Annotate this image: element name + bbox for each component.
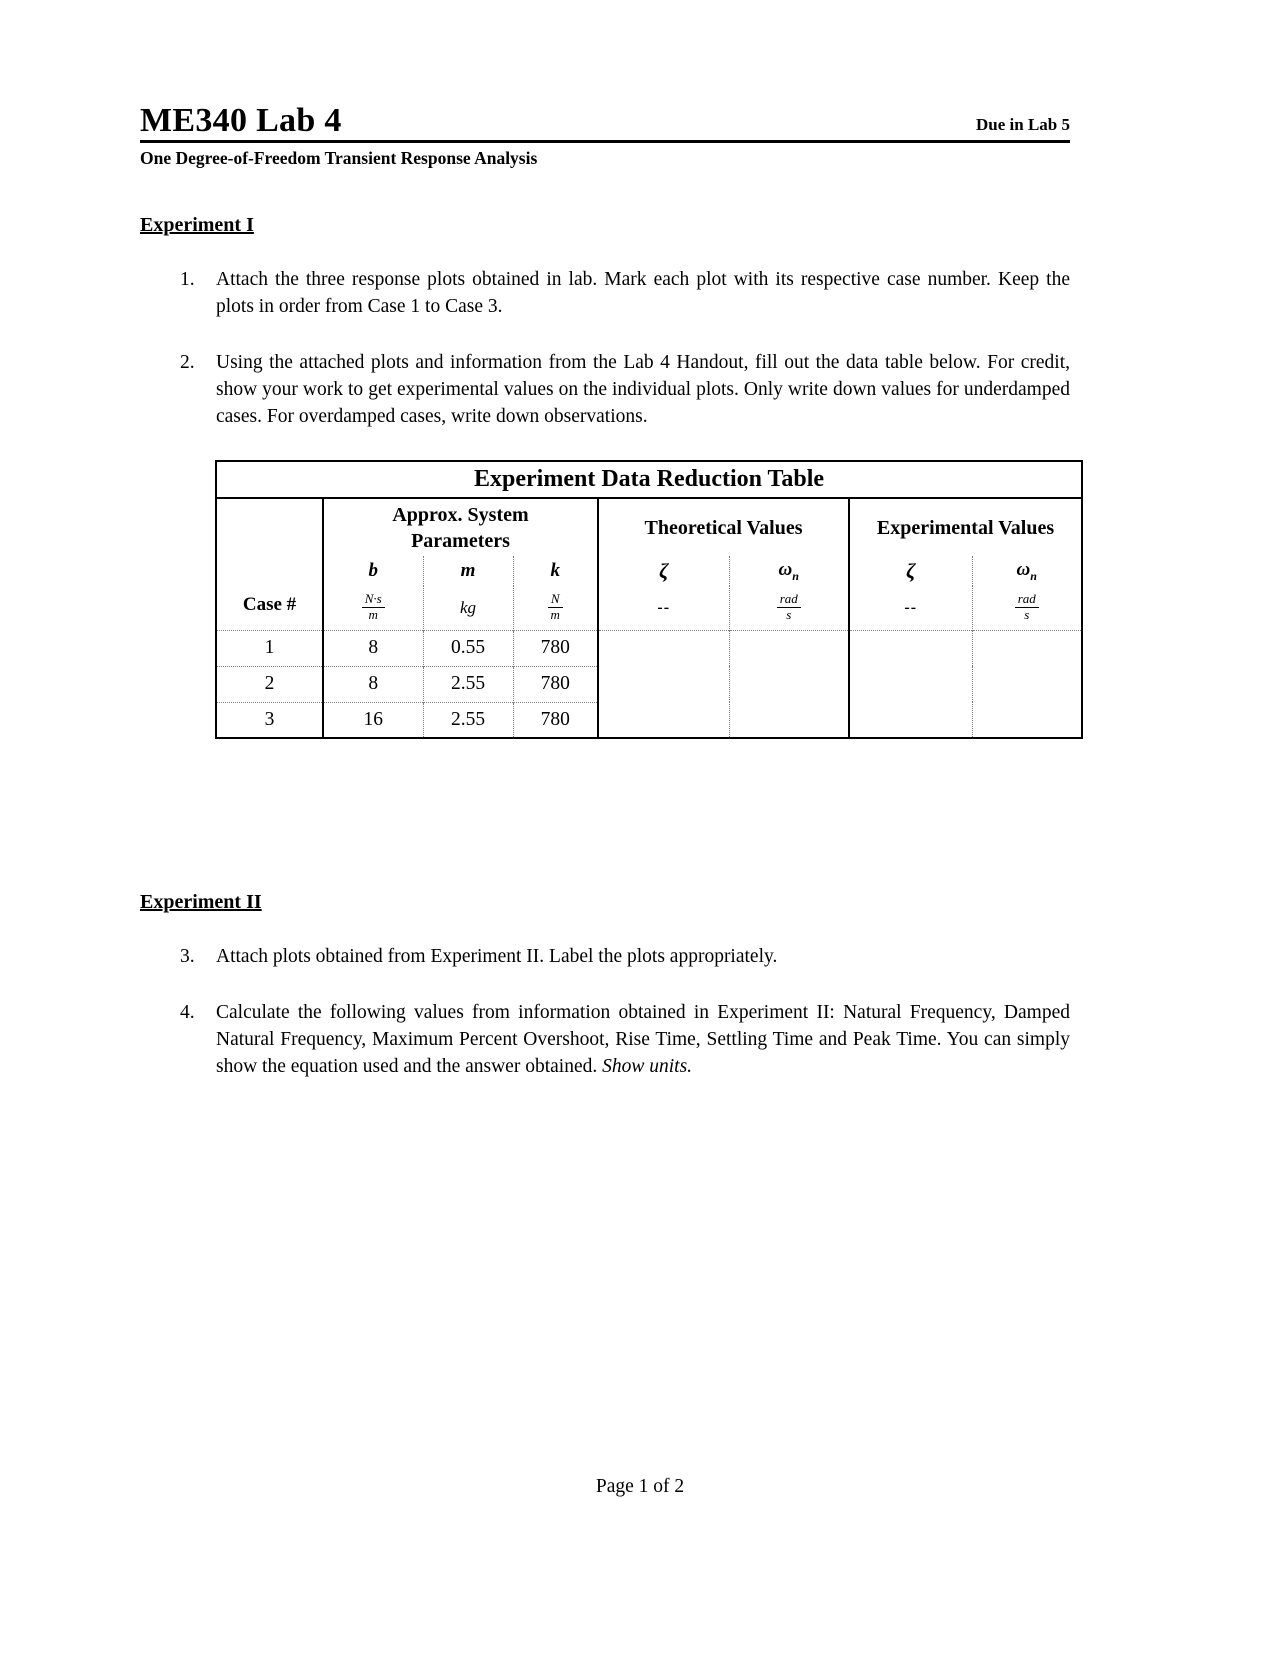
cell-m: 0.55	[423, 630, 513, 666]
experimental-zeta-blank	[849, 630, 972, 738]
experiment-data-reduction-table	[215, 460, 1083, 739]
list-number: 1.	[180, 269, 195, 291]
zeta-glyph: ζ	[906, 558, 916, 583]
group-theoretical-values: Theoretical Values	[598, 498, 849, 556]
cell-k: 780	[513, 630, 598, 666]
fraction: $\frac{N\cdot s}{m}$	[362, 592, 385, 623]
list-number: 2.	[180, 352, 195, 374]
cell-m: 2.55	[423, 702, 513, 738]
unit-omega-theoretical	[729, 586, 849, 630]
fraction: $\frac{\text{rad}}{s}$	[777, 592, 801, 623]
page-number: Page 1 of 2	[595, 1476, 685, 1497]
theoretical-omega-blank	[729, 630, 849, 738]
case-header-spacer	[216, 498, 323, 556]
page-title: ME340 Lab 4	[140, 102, 342, 139]
table-group-header-row	[216, 498, 1082, 556]
document-header	[140, 102, 1070, 143]
symbol-k: k	[513, 556, 598, 586]
omega-glyph: ω	[778, 558, 793, 580]
cell-b: 8	[323, 630, 423, 666]
item4-main-text: Calculate the following values from information obtained in Experiment II: Natural Frequency, Damped Natural Frequency, Maximum Percent Overshoot, Rise Time, Settling Time and Peak Time. You can simply show the equation used and the answer obtained.	[216, 1002, 1070, 1078]
list-item-1	[180, 266, 1070, 320]
fraction: $\frac{N}{m}$	[548, 592, 563, 623]
fraction: $\frac{\text{rad}}{s}$	[1015, 592, 1039, 623]
group-params-line1: Approx. System	[392, 503, 529, 526]
cell-m: 2.55	[423, 666, 513, 702]
group-params-line2: Parameters	[411, 529, 510, 552]
list-item-3	[180, 943, 1070, 970]
omega-subscript: n	[792, 568, 799, 583]
table-row-case-1	[216, 630, 1082, 666]
unit-m: kg	[423, 586, 513, 630]
due-note: Due in Lab 5	[976, 115, 1070, 135]
list-item-text: Attach the three response plots obtained in lab. Mark each plot with its respective case number. Keep the plots in order from Case 1 to Case 3.	[216, 269, 1070, 318]
cell-k: 780	[513, 666, 598, 702]
unit-omega-experimental	[972, 586, 1082, 630]
case-column-header: Case #	[242, 593, 297, 615]
symbol-b: b	[323, 556, 423, 586]
symbol-omega-n-experimental	[972, 556, 1082, 586]
list-item-text: Attach plots obtained from Experiment II. Label the plots appropriately.	[216, 946, 778, 968]
zeta-glyph: ζ	[659, 558, 669, 583]
item4-italic-note: Show units.	[602, 1056, 693, 1078]
list-item-text: Using the attached plots and information from the Lab 4 Handout, fill out the data table below. For credit, show your work to get experimental values on the individual plots. Only write down values for underdamped cases. For overdamped cases, write down observations.	[216, 352, 1070, 428]
list-number: 4.	[180, 1002, 195, 1024]
list-item-2	[180, 349, 1070, 430]
table-symbol-row	[216, 556, 1082, 586]
group-experimental-values: Experimental Values	[849, 498, 1082, 556]
unit-k	[513, 586, 598, 630]
symbol-omega-n-theoretical	[729, 556, 849, 586]
omega-subscript: n	[1030, 568, 1037, 583]
unit-zeta-theoretical: --	[598, 586, 729, 630]
list-item-text	[216, 999, 1070, 1080]
unit-b	[323, 586, 423, 630]
unit-zeta-experimental: --	[849, 586, 972, 630]
table-units-row	[216, 586, 1082, 630]
cell-b: 8	[323, 666, 423, 702]
experimental-omega-blank	[972, 630, 1082, 738]
list-number: 3.	[180, 946, 195, 968]
omega-glyph: ω	[1016, 558, 1031, 580]
cell-case: 1	[216, 630, 323, 666]
document-subtitle: One Degree-of-Freedom Transient Response Analysis	[140, 148, 538, 169]
cell-k: 780	[513, 702, 598, 738]
table-title: Experiment Data Reduction Table	[216, 461, 1082, 498]
list-item-4	[180, 999, 1070, 1080]
theoretical-zeta-blank	[598, 630, 729, 738]
cell-case: 2	[216, 666, 323, 702]
symbol-m: m	[423, 556, 513, 586]
cell-b: 16	[323, 702, 423, 738]
experiment2-heading: Experiment II	[140, 891, 262, 914]
experiment1-heading: Experiment I	[140, 214, 254, 237]
table-title-row	[216, 461, 1082, 498]
cell-case: 3	[216, 702, 323, 738]
symbol-zeta-experimental	[849, 556, 972, 586]
symbol-zeta-theoretical	[598, 556, 729, 586]
group-approx-system-parameters	[323, 498, 598, 556]
